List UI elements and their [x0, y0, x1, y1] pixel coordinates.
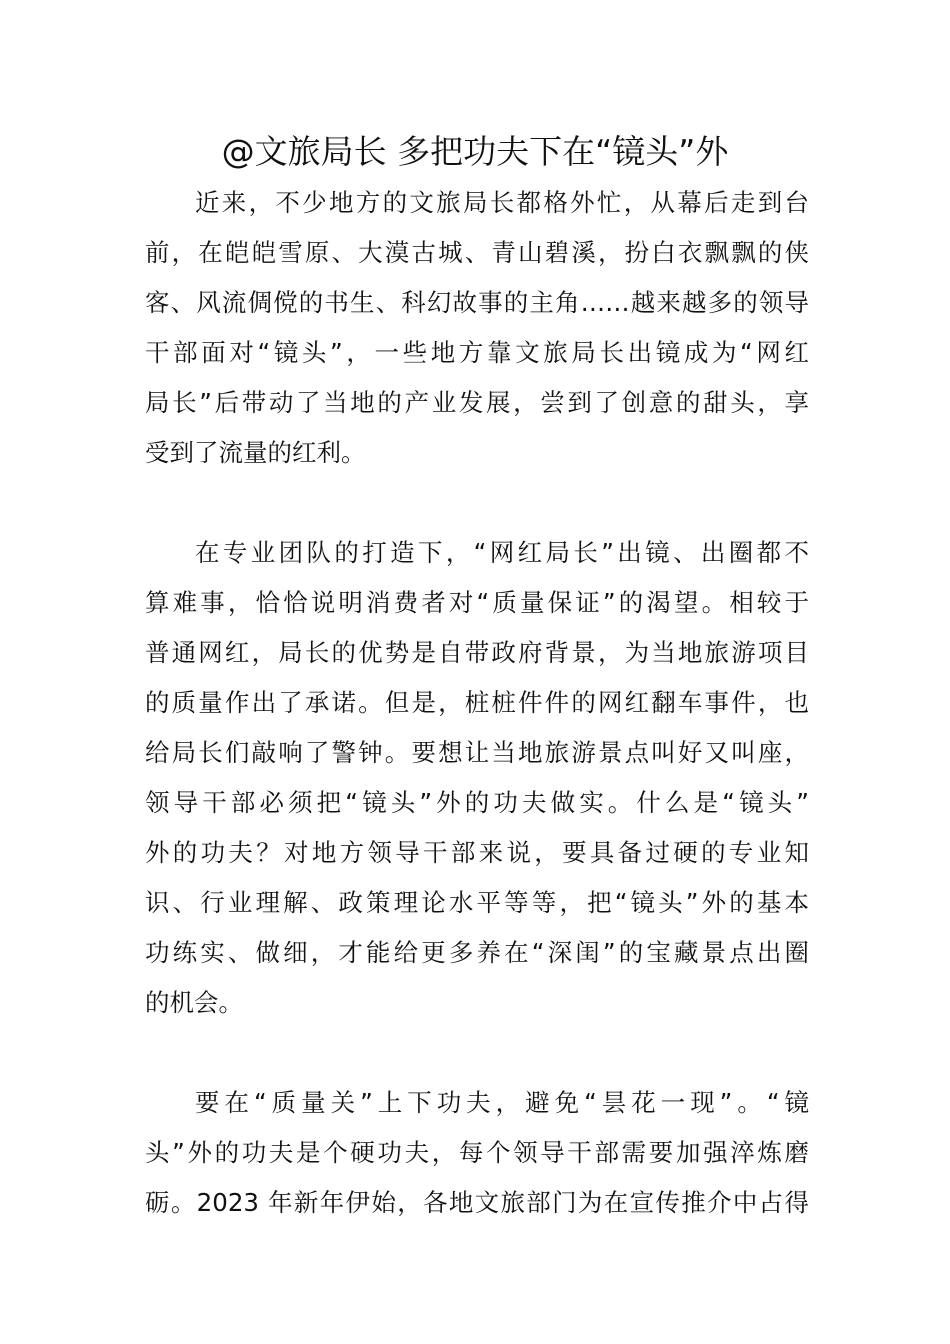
- text-line: 领导干部必须把“镜头”外的功夫做实。什么是“镜头”: [145, 788, 809, 817]
- text-line: 普通网红，局长的优势是自带政府背景，为当地旅游项目: [145, 638, 809, 667]
- paragraph-spacer: [145, 478, 809, 528]
- text-line: 给局长们敲响了警钟。要想让当地旅游景点叫好又叫座，: [145, 738, 809, 767]
- paragraph-1: [145, 178, 809, 478]
- text-line: 功练实、做细，才能给更多养在“深闺”的宝藏景点出圈: [145, 938, 809, 967]
- text-line: 前，在皑皑雪原、大漠古城、青山碧溪，扮白衣飘飘的侠: [145, 238, 809, 267]
- paragraph-spacer: [145, 1028, 809, 1078]
- paragraph-2: [145, 528, 809, 1028]
- text-line: 算难事，恰恰说明消费者对“质量保证”的渴望。相较于: [145, 588, 809, 617]
- article-title: @文旅局长 多把功夫下在“镜头”外: [221, 132, 729, 171]
- text-line: 干部面对“镜头”，一些地方靠文旅局长出镜成为“网红: [145, 338, 809, 367]
- text-line: 的质量作出了承诺。但是，桩桩件件的网红翻车事件，也: [145, 688, 809, 717]
- text-line: 在专业团队的打造下，“网红局长”出镜、出圈都不: [195, 538, 809, 567]
- text-line: 外的功夫？对地方领导干部来说，要具备过硬的专业知: [145, 838, 809, 867]
- text-line: 识、行业理解、政策理论水平等等，把“镜头”外的基本: [145, 888, 809, 917]
- text-line: 局长”后带动了当地的产业发展，尝到了创意的甜头，享: [145, 388, 809, 417]
- article-body: [145, 178, 809, 1228]
- text-line: 近来，不少地方的文旅局长都格外忙，从幕后走到台: [195, 188, 809, 217]
- text-line: 受到了流量的红利。: [145, 438, 366, 467]
- text-line: 客、风流倜傥的书生、科幻故事的主角……越来越多的领导: [145, 288, 809, 317]
- text-line: 砺。2023 年新年伊始，各地文旅部门为在宣传推介中占得: [145, 1188, 809, 1217]
- paragraph-3: [145, 1078, 809, 1228]
- text-line: 的机会。: [145, 988, 243, 1017]
- text-line: 要在“质量关”上下功夫，避免“昙花一现”。“镜: [195, 1088, 809, 1117]
- text-line: 头”外的功夫是个硬功夫，每个领导干部需要加强淬炼磨: [145, 1138, 809, 1167]
